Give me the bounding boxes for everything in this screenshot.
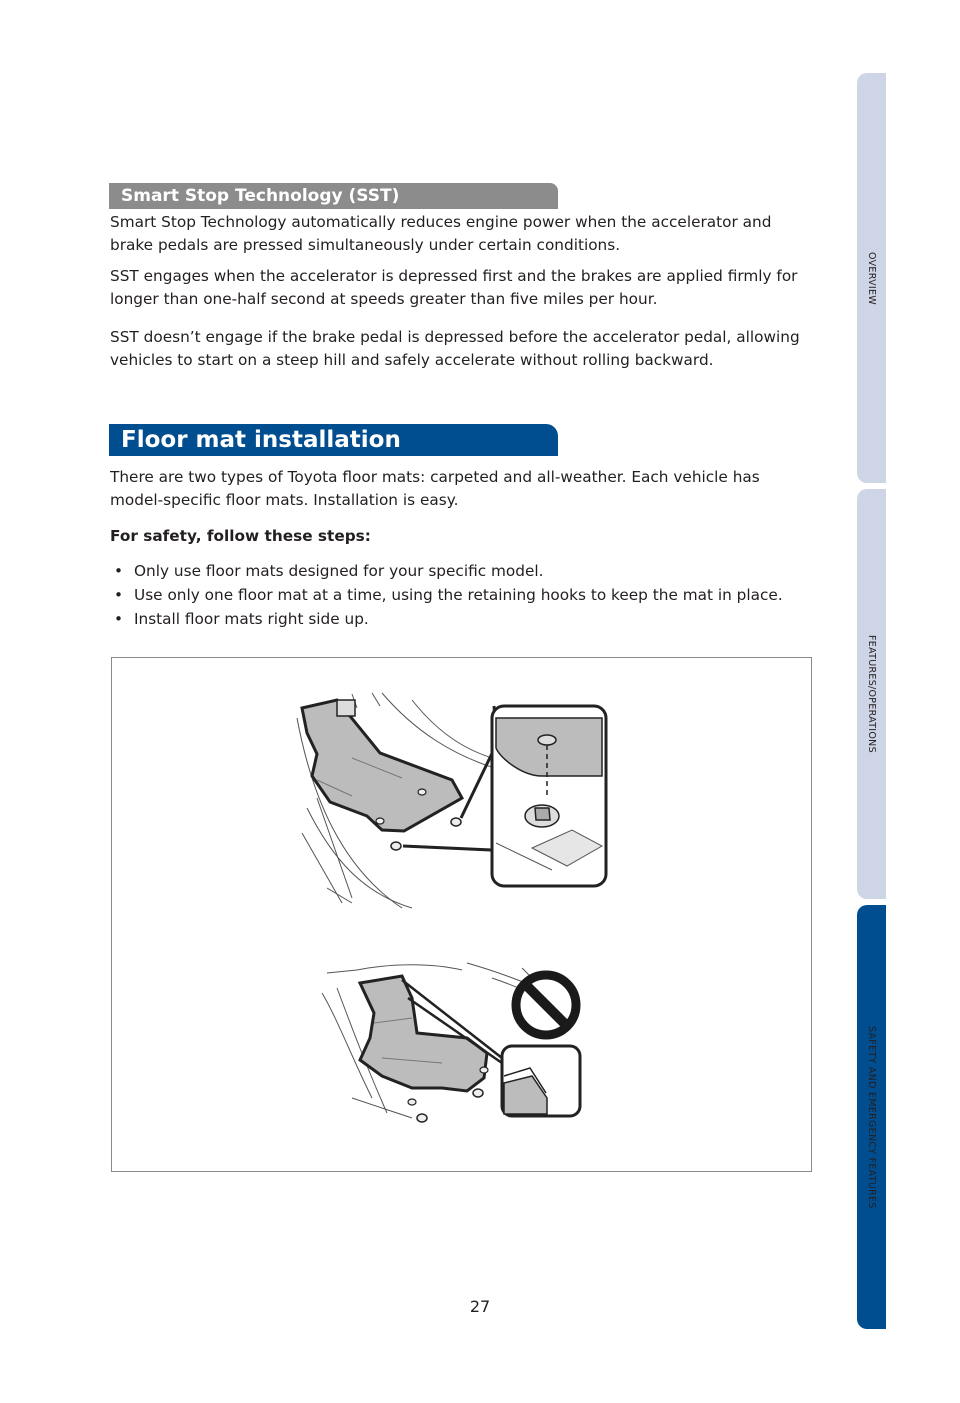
- list-item: • Use only one floor mat at a time, using the retaining hooks to keep the mat in place.: [114, 586, 783, 604]
- floor-mat-figure: [111, 657, 812, 1172]
- prohibited-icon: [516, 975, 576, 1035]
- tab-overview-label: OVERVIEW: [866, 251, 877, 305]
- page-number: 27: [469, 1297, 491, 1316]
- floor-mat-heading: Floor mat installation: [109, 424, 558, 456]
- step-text: Only use floor mats designed for your specific model.: [134, 562, 544, 580]
- sst-paragraph-2: SST engages when the accelerator is depressed first and the brakes are applied firmly for longer than one-half second at speeds greater than five miles per hour.: [110, 267, 798, 308]
- floor-mat-bottom: [360, 976, 487, 1091]
- sst-paragraph-1: Smart Stop Technology automatically reduces engine power when the accelerator and brake pedals are pressed simultaneously under certain conditions.: [110, 213, 772, 254]
- floor-mat-intro: There are two types of Toyota floor mats: carpeted and all-weather. Each vehicle has model-specific floor mats. Installation is easy.: [110, 468, 760, 509]
- floor-mat-top: [302, 700, 462, 831]
- tab-features-operations-label: FEATURES/OPERATIONS: [866, 635, 877, 753]
- step-text: Use only one floor mat at a time, using the retaining hooks to keep the mat in place.: [134, 586, 783, 604]
- sst-heading: Smart Stop Technology (SST): [109, 183, 558, 209]
- steps-label: For safety, follow these steps:: [110, 527, 371, 545]
- sst-paragraph-3: SST doesn’t engage if the brake pedal is depressed before the accelerator pedal, allowing vehicles to start on a steep hill and safely accelerate without rolling backward.: [110, 328, 800, 369]
- step-text: Install floor mats right side up.: [134, 610, 369, 628]
- floor-mat-illustration: [112, 658, 811, 1171]
- list-item: • Install floor mats right side up.: [114, 610, 369, 628]
- steps-list: [110, 560, 810, 632]
- tab-safety-emergency-label: SAFETY AND EMERGENCY FEATURES: [866, 1025, 877, 1209]
- list-item: • Only use floor mats designed for your specific model.: [114, 562, 544, 580]
